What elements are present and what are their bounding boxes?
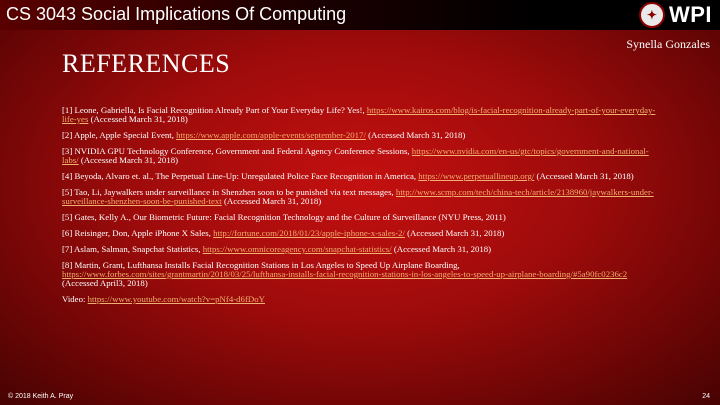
reference-item xyxy=(62,229,662,238)
author-name: Synella Gonzales xyxy=(626,37,710,51)
reference-item xyxy=(62,147,662,165)
course-title: CS 3043 Social Implications Of Computing xyxy=(6,4,347,24)
wpi-logo xyxy=(639,2,712,28)
reference-accessed: (Accessed April3, 2018) xyxy=(62,278,148,288)
reference-text: [5] Tao, Li, Jaywalkers under surveillance in Shenzhen soon to be punished via text messages, xyxy=(62,187,396,197)
reference-accessed: (Accessed March 31, 2018) xyxy=(404,228,505,238)
reference-accessed: (Accessed March 31, 2018) xyxy=(221,196,322,206)
wpi-logo-text: WPI xyxy=(668,2,712,27)
reference-item xyxy=(62,172,662,181)
reference-link[interactable]: https://www.nvidia.com/en-us/gtc/topics/government-and-national-labs/ xyxy=(62,146,649,165)
reference-link[interactable]: http://fortune.com/2018/01/23/apple-iphone-x-sales-2/ xyxy=(213,228,405,238)
reference-item xyxy=(62,213,662,222)
reference-link[interactable]: https://www.youtube.com/watch?v=pNf4-d6fDoY xyxy=(87,294,265,304)
reference-link[interactable]: https://www.forbes.com/sites/grantmartin/2018/03/25/lufthansa-installs-facial-recognition-stations-in-los-angeles-to-speed-up-airplane-boarding/#5a90fc0236c2 xyxy=(62,269,628,279)
reference-text: [5] Gates, Kelly A., Our Biometric Future: Facial Recognition Technology and the Culture of Surveillance (NYU Press, 2011) xyxy=(62,212,506,222)
page-number: 24 xyxy=(702,393,710,400)
reference-text: [7] Aslam, Salman, Snapchat Statistics, xyxy=(62,244,203,254)
reference-accessed: (Accessed March 31, 2018) xyxy=(534,171,634,181)
reference-link[interactable]: http://www.scmp.com/tech/china-tech/article/2138960/jaywalkers-under-surveillance-shenzhen-soon-be-punished-text xyxy=(62,187,654,206)
reference-link[interactable]: https://www.apple.com/apple-events/september-2017/ xyxy=(176,130,366,140)
reference-text: [4] Beyoda, Alvaro et. al., The Perpetual Line-Up: Unregulated Police Face Recognition in America, xyxy=(62,171,419,181)
reference-item xyxy=(62,245,662,254)
reference-text: [1] Leone, Gabriella, Is Facial Recognition Already Part of Your Everyday Life? Yes!, xyxy=(62,105,367,115)
wpi-seal-icon: ✦ xyxy=(639,2,665,28)
reference-item xyxy=(62,261,662,288)
reference-text: Video: xyxy=(62,294,88,304)
reference-link[interactable]: https://www.kairos.com/blog/is-facial-recognition-already-part-of-your-everyday-life-yes xyxy=(62,105,656,124)
reference-accessed: (Accessed March 31, 2018) xyxy=(365,130,466,140)
copyright: © 2018 Keith A. Pray xyxy=(8,393,74,400)
reference-text: [8] Martin, Grant, Lufthansa Installs Facial Recognition Stations in Los Angeles to Speed Up Airplane Boarding, xyxy=(62,260,460,270)
reference-item xyxy=(62,295,662,304)
reference-list xyxy=(62,106,662,311)
reference-accessed: (Accessed March 31, 2018) xyxy=(88,114,188,124)
slide-title: REFERENCES xyxy=(62,49,231,78)
reference-item xyxy=(62,131,662,140)
reference-item xyxy=(62,106,662,124)
reference-text: [6] Reisinger, Don, Apple iPhone X Sales, xyxy=(62,228,214,238)
header-bar xyxy=(0,0,720,30)
reference-item xyxy=(62,188,662,206)
reference-accessed: (Accessed March 31, 2018) xyxy=(78,155,179,165)
reference-accessed: (Accessed March 31, 2018) xyxy=(391,244,492,254)
reference-link[interactable]: https://www.omnicoreagency.com/snapchat-statistics/ xyxy=(202,244,392,254)
reference-text: [2] Apple, Apple Special Event, xyxy=(62,130,177,140)
reference-link[interactable]: https://www.perpetuallineup.org/ xyxy=(418,171,535,181)
reference-text: [3] NVIDIA GPU Technology Conference, Government and Federal Agency Conference Sessions, xyxy=(62,146,412,156)
